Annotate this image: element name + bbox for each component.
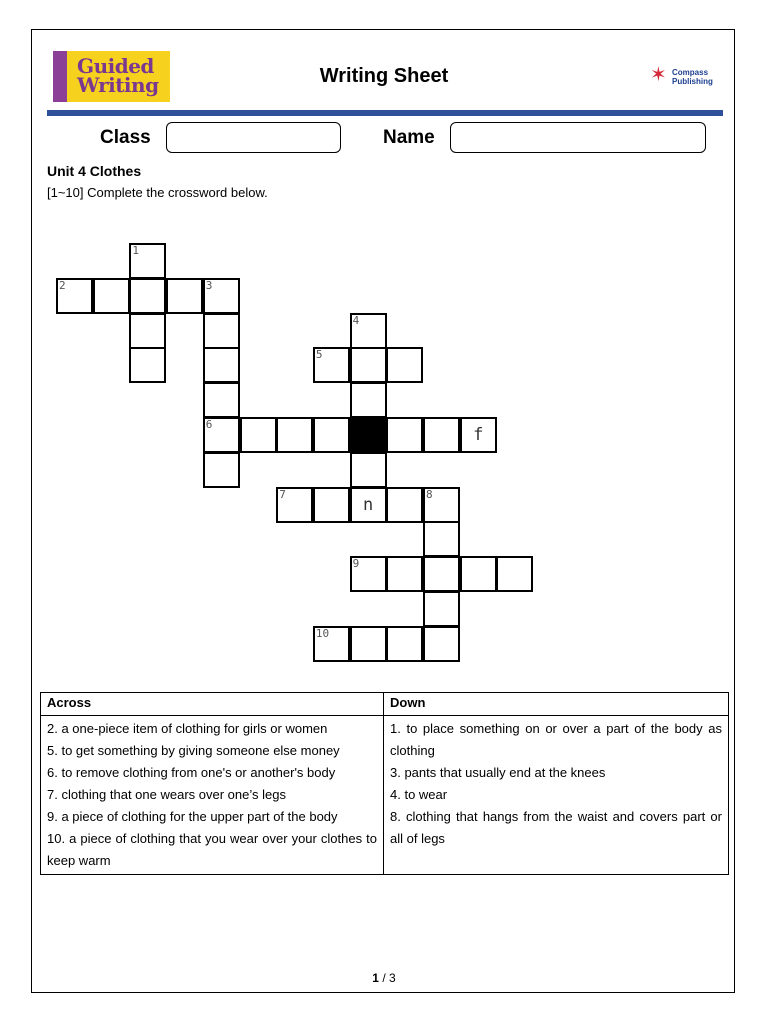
unit-title: Unit 4 Clothes: [47, 163, 142, 179]
crossword-cell[interactable]: [423, 591, 460, 627]
crossword-cell[interactable]: [350, 452, 387, 488]
logo-line2: Writing: [77, 73, 159, 97]
across-clue: 7. clothing that one wears over one’s legs: [47, 787, 286, 802]
crossword-cell[interactable]: [423, 556, 460, 592]
clue-number: 7: [279, 487, 286, 501]
down-clue: 1. to place something on or over a part of the body as clothing: [390, 721, 722, 758]
down-clue: 4. to wear: [390, 787, 448, 802]
crossword-cell[interactable]: [129, 313, 166, 349]
clues-table: [40, 692, 729, 875]
current-page: 1: [372, 971, 379, 985]
crossword-cell[interactable]: [313, 487, 350, 523]
down-clues: [384, 716, 729, 875]
clue-number: 10: [315, 626, 330, 640]
crossword-cell[interactable]: [313, 626, 350, 662]
crossword-cell[interactable]: [350, 347, 387, 383]
clue-number: 5: [315, 348, 323, 362]
crossword-cell[interactable]: [386, 626, 423, 662]
crossword-cell[interactable]: [313, 417, 350, 453]
across-header: Across: [41, 693, 384, 716]
crossword-cell[interactable]: [129, 278, 166, 314]
across-clue: 9. a piece of clothing for the upper part of the body: [47, 809, 338, 824]
clue-number: 3: [205, 278, 213, 292]
clue-number: 9: [352, 557, 360, 571]
star-icon: ✶: [650, 64, 667, 86]
class-label: Class: [100, 127, 151, 148]
page-separator: /: [378, 971, 389, 985]
clue-number: 4: [352, 313, 360, 327]
total-pages: 3: [389, 971, 396, 985]
crossword-cell[interactable]: [386, 487, 423, 523]
crossword-cell[interactable]: [129, 347, 166, 383]
crossword-cell[interactable]: [56, 278, 93, 314]
crossword-cell[interactable]: [386, 417, 423, 453]
crossword-cell[interactable]: [203, 382, 240, 418]
crossword-cell[interactable]: [240, 417, 277, 453]
publisher-line1: Compass: [672, 68, 709, 77]
crossword-cell[interactable]: [313, 347, 350, 383]
crossword-cell[interactable]: [350, 313, 387, 349]
crossword-cell[interactable]: [93, 278, 130, 314]
across-clue: 10. a piece of clothing that you wear over your clothes to keep warm: [47, 831, 377, 868]
down-header: Down: [384, 693, 729, 716]
across-clue: 6. to remove clothing from one's or another's body: [47, 765, 336, 780]
crossword-cell[interactable]: [423, 417, 460, 453]
across-clue: 2. a one-piece item of clothing for girls or women: [47, 721, 328, 736]
crossword-cell[interactable]: [496, 556, 533, 592]
crossword-cell[interactable]: [203, 313, 240, 349]
given-letter: n: [362, 494, 374, 515]
crossword-cell[interactable]: [203, 278, 240, 314]
given-letter: f: [473, 425, 484, 445]
crossword-cell[interactable]: [166, 278, 203, 314]
crossword-cell[interactable]: [386, 347, 423, 383]
crossword-cell[interactable]: [460, 417, 497, 453]
crossword-cell[interactable]: [350, 626, 387, 662]
publisher-line2: Publishing: [672, 77, 713, 86]
crossword-cell[interactable]: [350, 556, 387, 592]
page-title: Writing Sheet: [319, 65, 449, 87]
crossword-cell[interactable]: [423, 521, 460, 557]
clue-number: 8: [426, 487, 433, 501]
crossword-cell[interactable]: [203, 347, 240, 383]
crossword-block-cell: [350, 417, 387, 453]
instructions: [1~10] Complete the crossword below.: [47, 185, 268, 200]
crossword-cell[interactable]: [276, 417, 313, 453]
crossword-cell[interactable]: [129, 243, 166, 279]
crossword-cell[interactable]: [276, 487, 313, 523]
clue-number: 2: [59, 278, 66, 292]
across-clue: 5. to get something by giving someone else money: [47, 743, 340, 758]
name-label: Name: [383, 127, 435, 148]
down-clue: 3. pants that usually end at the knees: [390, 765, 606, 780]
page-indicator: [0, 971, 768, 985]
logo-line1: Guided: [77, 54, 154, 78]
clue-number: 1: [132, 244, 140, 257]
crossword-cell[interactable]: [203, 452, 240, 488]
crossword-cell[interactable]: [203, 417, 240, 453]
down-clue: 8. clothing that hangs from the waist and covers part or all of legs: [390, 809, 722, 846]
crossword-cell[interactable]: [423, 487, 460, 523]
crossword-cell[interactable]: [423, 626, 460, 662]
crossword-cell[interactable]: [386, 556, 423, 592]
crossword-cell[interactable]: [350, 487, 387, 523]
across-clues: [41, 716, 384, 875]
crossword-cell[interactable]: [350, 382, 387, 418]
crossword-cell[interactable]: [460, 556, 497, 592]
clue-number: 6: [205, 418, 213, 431]
